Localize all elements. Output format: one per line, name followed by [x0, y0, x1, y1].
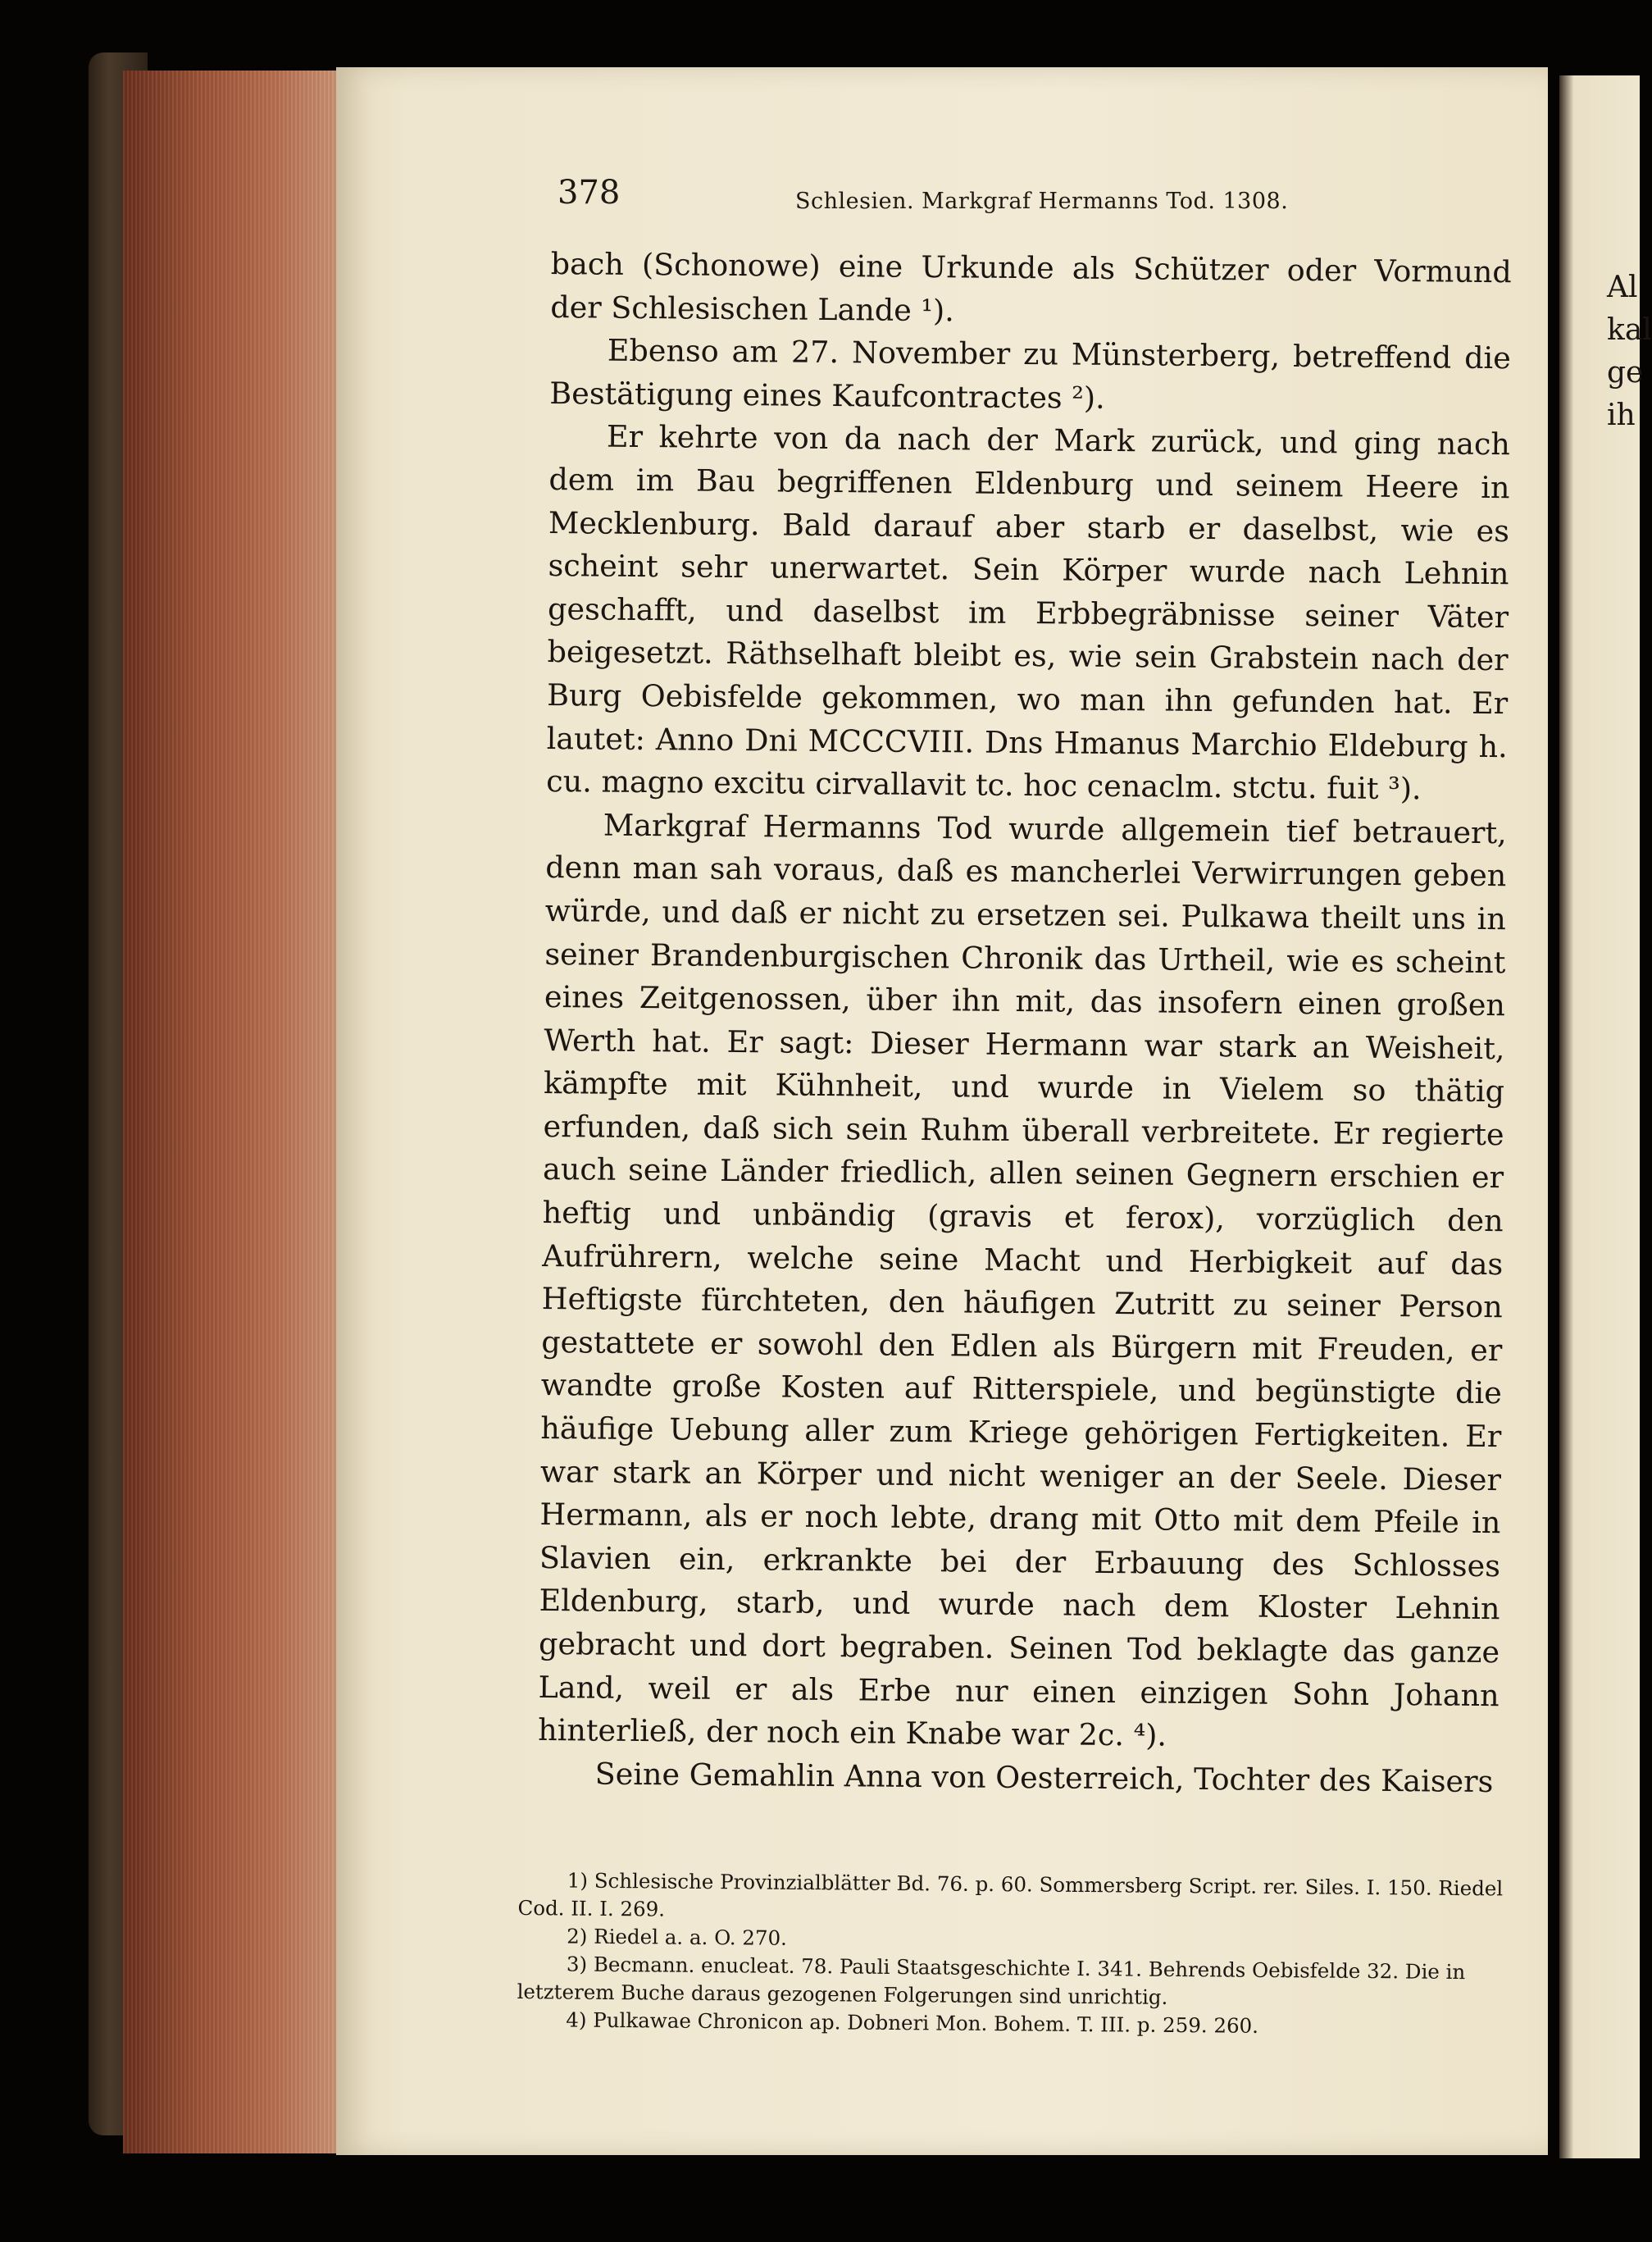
- page-edges: [123, 71, 369, 2153]
- next-page-fragment: kal: [1607, 313, 1652, 347]
- page-number: 378: [557, 174, 621, 212]
- paragraph: Ebenso am 27. November zu Münsterberg, betreffend die Bestätigung eines Kaufcontractes ²).: [549, 332, 1512, 416]
- footnote: 2) Riedel a. a. O. 270.: [567, 1924, 788, 1950]
- paragraph: bach (Schonowe) eine Urkunde als Schützer oder Vormund der Schlesischen Lande ¹).: [550, 245, 1512, 328]
- body-text: [537, 243, 1511, 1804]
- footnote: 4) Pulkawae Chronicon ap. Dobneri Mon. Bohem. T. III. p. 259. 260.: [566, 2007, 1259, 2038]
- next-page-fragment: ih: [1607, 399, 1636, 432]
- paragraph: Seine Gemahlin Anna von Oesterreich, Tochter des Kaisers: [594, 1756, 1494, 1799]
- footnotes: [517, 1866, 1510, 2043]
- footnote: 1) Schlesische Provinzialblätter Bd. 76. p. 60. Sommersberg Script. rer. Siles. I. 150. Riedel Cod. II. I. 269.: [517, 1868, 1504, 1921]
- running-head: Schlesien. Markgraf Hermanns Tod. 1308.: [795, 189, 1289, 214]
- footnote: 3) Becmann. enucleat. 78. Pauli Staatsgeschichte I. 341. Behrends Oebisfelde 32. Die in letzterem Buche daraus gezogenen Folgerungen sind unrichtig.: [517, 1952, 1466, 2009]
- next-page-fragment: Al: [1607, 271, 1638, 304]
- next-page-fragment: ge: [1607, 356, 1644, 390]
- paragraph: Markgraf Hermanns Tod wurde allgemein tief betrauert, denn man sah voraus, daß es mancherlei Verwirrungen geben würde, und daß er nicht zu ersetzen sei. Pulkawa theilt uns in seiner Brandenburgischen Chronik das Urtheil, wie es scheint eines Zeitgenossen, über ihn mit, das insofern einen großen Werth hat. Er sagt: Dieser Hermann war stark an Weisheit, kämpfte mit Kühnheit, und wurde in Vielem so thätig erfunden, daß sich sein Ruhm überall verbreitete. Er regierte auch seine Länder friedlich, allen seinen Gegnern erschien er heftig und unbändig (gravis et ferox), vorzüglich den Aufrührern, welche seine Macht und Herbigkeit auf das Heftigste fürchteten, den häufigen Zutritt zu seiner Person gestattete er sowohl den Edlen als Bürgern mit Freuden, er wandte große Kosten auf Ritterspiele, und begünstigte die häufige Uebung aller zum Kriege gehörigen Fertigkeiten. Er war stark an Körper und nicht weniger an der Seele. Dieser Hermann, als er noch lebte, drang mit Otto mit dem Pfeile in Slavien ein, erkrankte bei der Erbauung des Schlosses Eldenburg, starb, und wurde nach dem Kloster Lehnin gebracht und dort begraben. Seinen Tod beklagte das ganze Land, weil er als Erbe nur einen einzigen Sohn Johann hinterließ, der noch ein Knabe war 2c. ⁴).: [537, 807, 1507, 1753]
- paragraph: Er kehrte von da nach der Mark zurück, und ging nach dem im Bau begriffenen Eldenburg und seinem Heere in Mecklenburg. Bald darauf aber starb er daselbst, wie es scheint sehr unerwartet. Sein Körper wurde nach Lehnin geschafft, und daselbst im Erbbegräbnisse seiner Väter beigesetzt. Räthselhaft bleibt es, wie sein Grabstein nach der Burg Oebisfelde gekommen, wo man ihn gefunden hat. Er lautet: Anno Dni MCCCVIII. Dns Hmanus Marchio Eldeburg h. cu. magno excitu cirvallavit tc. hoc cenaclm. stctu. fuit ³).: [546, 418, 1511, 807]
- page-header: [557, 171, 1500, 220]
- book-page: [336, 67, 1548, 2155]
